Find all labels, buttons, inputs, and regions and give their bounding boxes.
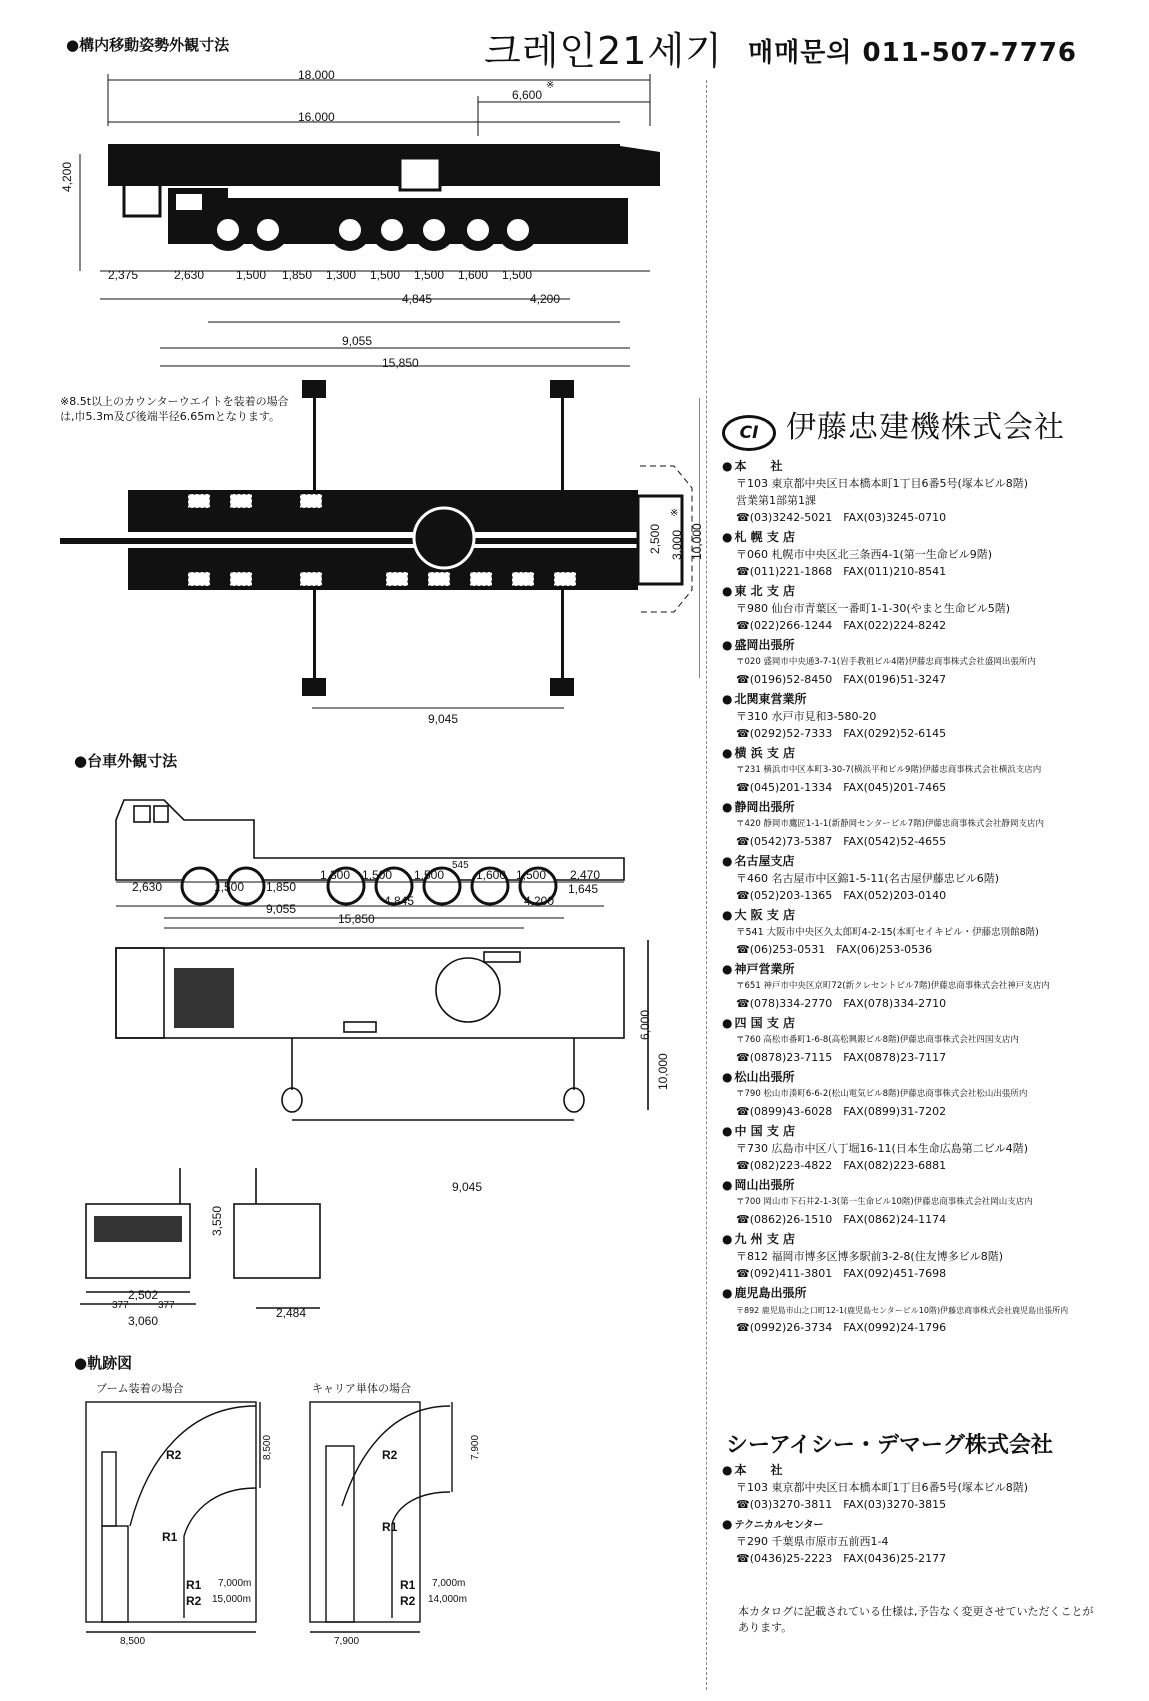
carrier-width-b: 10,000 [656, 1053, 670, 1090]
branch-address: 〒651 神戸市中央区京町72(新クレセントビル7階)伊藤忠商事株式会社神戸支店内 [736, 981, 1050, 991]
company1-name: 伊藤忠建機株式会社 [786, 410, 1065, 445]
branch-name: 本 社 [734, 459, 783, 473]
column-divider [706, 80, 707, 1690]
branch-name: 名古屋支店 [734, 854, 795, 868]
track-car-r2-key: R2 [400, 1594, 416, 1608]
branch-address: 〒730 広島市中区八丁堀16-11(日本生命広島第二ビル4階) [736, 1142, 1029, 1155]
track-car-r2-value: 14,000m [428, 1594, 467, 1605]
branch-matsuyama: ● 松山出張所 〒790 松山市湊町6-6-2(松山電気ビル8階)伊藤忠商事株式会社松山出張所内 ☎(0899)43-6028 FAX(0899)31-7202 [722, 1069, 1142, 1120]
branch-address: 〒760 高松市番町1-6-8(高松興銀ビル8階)伊藤忠商事株式会社四国支店内 [736, 1035, 1019, 1045]
dim-axle-7: 1,500 [414, 268, 445, 282]
ci-logo: CI [722, 415, 776, 451]
branch-name: 北関東営業所 [734, 692, 807, 706]
dim-overall: 18,000 [298, 68, 335, 82]
branch-kyushu: ● 九 州 支 店 〒812 福岡市博多区博多駅前3-2-8(住友博多ビル8階) ☎(092)411-3801 FAX(092)451-7698 [722, 1231, 1142, 1282]
carrier-span: 9,045 [452, 1180, 483, 1194]
branch-address: 〒892 鹿児島市山之口町12-1(鹿児島センタービル10階)伊藤忠商事株式会社鹿児島出張所内 [736, 1306, 1069, 1315]
dim-length: 15,850 [382, 356, 419, 370]
carrier-group-a: 4,845 [384, 894, 415, 908]
branch-shizuoka: ● 静岡出張所 〒420 静岡市鷹匠1-1-1(新静岡センタービル7階)伊藤忠商事株式会社静岡支店内 ☎(0542)73-5387 FAX(0542)52-4655 [722, 799, 1142, 850]
dim-wheelbase: 9,055 [342, 334, 373, 348]
carrier-axle-3: 1,850 [266, 880, 297, 894]
branch-name: 横 浜 支 店 [734, 746, 796, 760]
track-boom-r2-value: 15,000m [212, 1594, 251, 1605]
branch-address: 〒790 松山市湊町6-6-2(松山電気ビル8階)伊藤忠商事株式会社松山出張所内 [736, 1089, 1028, 1099]
branch-morioka: ● 盛岡出張所 〒020 盛岡市中央通3-7-1(岩手教祖ビル4階)伊藤忠商事株式会社盛岡出張所内 ☎(0196)52-8450 FAX(0196)51-3247 [722, 637, 1142, 688]
branch-chugoku: ● 中 国 支 店 〒730 広島市中区八丁堀16-11(日本生命広島第二ビル4階) ☎(082)223-4822 FAX(082)223-6881 [722, 1123, 1142, 1174]
branch-name: 盛岡出張所 [734, 638, 795, 652]
carrier-wheelbase: 9,055 [266, 902, 297, 916]
section-title-transport-dims: ●構内移動姿勢外観寸法 [66, 36, 230, 54]
branch-nagoya: ● 名古屋支店 〒460 名古屋市中区錦1-5-11(名古屋伊藤忠ビル6階) ☎(052)203-1365 FAX(052)203-0140 [722, 853, 1142, 904]
carrier-axle-10: 2,470 [570, 868, 601, 882]
branch-osaka: ● 大 阪 支 店 〒541 大阪市中央区久太郎町4-2-15(本町セイキビル・伊藤忠別館8階) ☎(06)253-0531 FAX(06)253-0536 [722, 907, 1142, 958]
dim-top-w2-mark: ※ [670, 508, 679, 519]
banner-title: 크레인21세기 [484, 29, 723, 73]
carrier-group-b: 4,200 [524, 894, 555, 908]
branch-phone: ☎(092)411-3801 FAX(092)451-7698 [736, 1267, 947, 1280]
branch-address: 〒310 水戸市見和3-580-20 [736, 710, 877, 723]
track-car-r1-key: R1 [400, 1578, 416, 1592]
carrier-axle-7: 545 [452, 860, 469, 871]
branch-phone: ☎(052)203-1365 FAX(052)203-0140 [736, 889, 947, 902]
track-car-height: 7,900 [470, 1434, 481, 1460]
branch-name: 東 北 支 店 [734, 584, 796, 598]
crane-side-view [60, 66, 700, 376]
company2-name: シーアイシー・デマーグ株式会社 [726, 1433, 1053, 1458]
track-car-width: 7,900 [334, 1636, 360, 1647]
carrier-axle-8: 1,600 [476, 868, 507, 882]
track-car-r1-value: 7,000m [432, 1578, 466, 1589]
dim-top-w2: 3,000 [670, 529, 684, 560]
track-boom-caption: ブーム装着の場合 [96, 1382, 184, 1395]
dim-boom: 16,000 [298, 110, 335, 124]
branch-phone: ☎(0196)52-8450 FAX(0196)51-3247 [736, 673, 947, 686]
carrier-drawings [104, 790, 664, 1210]
branch-name: 鹿児島出張所 [734, 1286, 807, 1300]
branch-phone: ☎(03)3270-3811 FAX(03)3270-3815 [736, 1498, 947, 1511]
track-car-r2-label: R2 [382, 1448, 398, 1462]
branch-kitakanto: ● 北関東営業所 〒310 水戸市見和3-580-20 ☎(0292)52-7333 FAX(0292)52-6145 [722, 691, 1142, 742]
dim-axle-3: 1,500 [236, 268, 267, 282]
carrier-axle-11: 1,645 [568, 882, 599, 896]
branch-phone: ☎(022)266-1244 FAX(022)224-8242 [736, 619, 947, 632]
dim-axle-6: 1,500 [370, 268, 401, 282]
dim-axle-5: 1,300 [326, 268, 357, 282]
branch-phone: ☎(03)3242-5021 FAX(03)3245-0710 [736, 511, 947, 524]
branch-phone: ☎(0542)73-5387 FAX(0542)52-4655 [736, 835, 947, 848]
branch-phone: ☎(0878)23-7115 FAX(0878)23-7117 [736, 1051, 947, 1064]
branch-kagoshima: ● 鹿児島出張所 〒892 鹿児島市山之口町12-1(鹿児島センタービル10階)伊藤忠商事株式会社鹿児島出張所内 ☎(0992)26-3734 FAX(0992)24-1796 [722, 1285, 1142, 1336]
company2-branch-list [722, 1462, 1142, 1570]
branch-phone: ☎(0899)43-6028 FAX(0899)31-7202 [736, 1105, 947, 1118]
branch-name: 九 州 支 店 [734, 1232, 796, 1246]
track-diagrams [80, 1396, 540, 1636]
dim-axle-4: 1,850 [282, 268, 313, 282]
branch-tohoku: ● 東 北 支 店 〒980 仙台市青葉区一番町1-1-30(やまと生命ビル5階) ☎(022)266-1244 FAX(022)224-8242 [722, 583, 1142, 634]
branch-address: 〒060 札幌市中央区北三条西4-1(第一生命ビル9階) [736, 548, 993, 561]
branch-name: 岡山出張所 [734, 1178, 795, 1192]
track-boom-r1-label: R1 [162, 1530, 178, 1544]
dim-height: 4,200 [60, 161, 74, 192]
carrier-rear-w: 2,484 [276, 1306, 307, 1320]
branch-phone: ☎(0992)26-3734 FAX(0992)24-1796 [736, 1321, 947, 1334]
branch-phone: ☎(0292)52-7333 FAX(0292)52-6145 [736, 727, 947, 740]
carrier-height: 3,550 [210, 1205, 224, 1236]
branch-okayama: ● 岡山出張所 〒700 岡山市下石井2-1-3(第一生命ビル10階)伊藤忠商事株式会社岡山支店内 ☎(0862)26-1510 FAX(0862)24-1174 [722, 1177, 1142, 1228]
branch-phone: ☎(078)334-2770 FAX(078)334-2710 [736, 997, 947, 1010]
branch-address: 〒231 横浜市中区本町3-30-7(横浜平和ビル9階)伊藤忠商事株式会社横浜支店内 [736, 765, 1042, 775]
branch-phone: ☎(0436)25-2223 FAX(0436)25-2177 [736, 1552, 947, 1565]
branch-address: 〒103 東京都中央区日本橋本町1丁目6番5号(塚本ビル8階) [736, 477, 1029, 490]
carrier-axle-1: 2,630 [132, 880, 163, 894]
company1-header [722, 402, 1065, 451]
branch-phone: ☎(06)253-0531 FAX(06)253-0536 [736, 943, 933, 956]
carrier-front-w2b: 377 [158, 1300, 175, 1311]
carrier-axle-6: 1,500 [414, 868, 445, 882]
branch-name: 札 幌 支 店 [734, 530, 796, 544]
branch-phone: ☎(045)201-1334 FAX(045)201-7465 [736, 781, 947, 794]
dim-top-w1: 2,500 [648, 523, 662, 554]
carrier-axle-9: 1,500 [516, 868, 547, 882]
catalog-footnote: 本カタログに記載されている仕様は,予告なく変更させていただくことがあります。 [738, 1605, 1094, 1634]
branch-address: 〒290 千葉県市原市五前西1-4 [736, 1535, 889, 1548]
crane-top-view [60, 378, 700, 730]
carrier-front-w3: 3,060 [128, 1314, 159, 1328]
counterweight-note: ※8.5t以上のカウンターウエイトを装着の場合は,巾5.3m及び後端半径6.65mとなります。 [60, 395, 289, 423]
carrier-axle-5: 1,500 [362, 868, 393, 882]
branch-address: 〒460 名古屋市中区錦1-5-11(名古屋伊藤忠ビル6階) [736, 872, 1000, 885]
branch-name: 本 社 [734, 1463, 783, 1477]
branch-name: 大 阪 支 店 [734, 908, 796, 922]
track-boom-r1-key: R1 [186, 1578, 202, 1592]
dim-axle-9: 1,500 [502, 268, 533, 282]
track-car-r1-label: R1 [382, 1520, 398, 1534]
company1-branch-list [722, 458, 1142, 1339]
carrier-axle-2: 1,500 [214, 880, 245, 894]
branch-name: 松山出張所 [734, 1070, 795, 1084]
section-title-track: ●軌跡図 [74, 1354, 133, 1372]
track-boom-r2-key: R2 [186, 1594, 202, 1608]
dim-rear: 6,600 [512, 88, 543, 102]
branch-dept: 営業第1部第1課 [736, 494, 816, 507]
dim-top-span: 9,045 [428, 712, 459, 726]
branch-address: 〒700 岡山市下石井2-1-3(第一生命ビル10階)伊藤忠商事株式会社岡山支店内 [736, 1197, 1033, 1207]
track-carrier-caption: キャリア単体の場合 [312, 1382, 411, 1395]
dim-group-b: 4,200 [530, 292, 561, 306]
branch-phone: ☎(0862)26-1510 FAX(0862)24-1174 [736, 1213, 947, 1226]
branch-shikoku: ● 四 国 支 店 〒760 高松市番町1-6-8(高松興銀ビル8階)伊藤忠商事株式会社四国支店内 ☎(0878)23-7115 FAX(0878)23-7117 [722, 1015, 1142, 1066]
track-boom-height: 8,500 [262, 1434, 273, 1460]
carrier-front-w2a: 377 [112, 1300, 129, 1311]
branch-phone: ☎(082)223-4822 FAX(082)223-6881 [736, 1159, 947, 1172]
company2-head-office: ● 本 社 〒103 東京都中央区日本橋本町1丁目6番5号(塚本ビル8階) ☎(03)3270-3811 FAX(03)3270-3815 [722, 1462, 1142, 1513]
branch-sapporo: ● 札 幌 支 店 〒060 札幌市中央区北三条西4-1(第一生命ビル9階) ☎(011)221-1868 FAX(011)210-8541 [722, 529, 1142, 580]
branch-address: 〒420 静岡市鷹匠1-1-1(新静岡センタービル7階)伊藤忠商事株式会社静岡支店内 [736, 819, 1044, 829]
branch-name: 中 国 支 店 [734, 1124, 796, 1138]
track-boom-width: 8,500 [120, 1636, 146, 1647]
branch-yokohama: ● 横 浜 支 店 〒231 横浜市中区本町3-30-7(横浜平和ビル9階)伊藤忠商事株式会社横浜支店内 ☎(045)201-1334 FAX(045)201-7465 [722, 745, 1142, 796]
dim-axle-2: 2,630 [174, 268, 205, 282]
dim-rear-mark: ※ [546, 80, 555, 91]
carrier-axle-4: 1,300 [320, 868, 351, 882]
dim-axle-1: 2,375 [108, 268, 139, 282]
company2-technical-center: ● テクニカルセンター 〒290 千葉県市原市五前西1-4 ☎(0436)25-2223 FAX(0436)25-2177 [722, 1516, 1142, 1567]
branch-address: 〒541 大阪市中央区久太郎町4-2-15(本町セイキビル・伊藤忠別館8階) [736, 927, 1039, 938]
section-title-carrier: ●台車外観寸法 [74, 752, 178, 770]
branch-name: テクニカルセンター [734, 1520, 824, 1531]
branch-kobe: ● 神戸営業所 〒651 神戸市中央区京町72(新クレセントビル7階)伊藤忠商事株式会社神戸支店内 ☎(078)334-2770 FAX(078)334-2710 [722, 961, 1142, 1012]
carrier-front-w1: 2,502 [128, 1288, 159, 1302]
branch-phone: ☎(011)221-1868 FAX(011)210-8541 [736, 565, 947, 578]
branch-address: 〒980 仙台市青葉区一番町1-1-30(やまと生命ビル5階) [736, 602, 1011, 615]
carrier-length: 15,850 [338, 912, 375, 926]
branch-address: 〒103 東京都中央区日本橋本町1丁目6番5号(塚本ビル8階) [736, 1481, 1029, 1494]
branch-name: 神戸営業所 [734, 962, 795, 976]
track-boom-r2-label: R2 [166, 1448, 182, 1462]
branch-head-office: ● 本 社 〒103 東京都中央区日本橋本町1丁目6番5号(塚本ビル8階) 営業第1部第1課 ☎(03)3242-5021 FAX(03)3245-0710 [722, 458, 1142, 526]
banner-contact: 매매문의 011-507-7776 [748, 38, 1078, 68]
branch-address: 〒812 福岡市博多区博多駅前3-2-8(住友博多ビル8階) [736, 1250, 1004, 1263]
branch-address: 〒020 盛岡市中央通3-7-1(岩手教祖ビル4階)伊藤忠商事株式会社盛岡出張所内 [736, 657, 1036, 667]
branch-name: 静岡出張所 [734, 800, 795, 814]
dim-axle-8: 1,600 [458, 268, 489, 282]
dim-group-a: 4,845 [402, 292, 433, 306]
carrier-front-rear-views [76, 1158, 326, 1318]
dim-top-w3: 10,000 [690, 523, 704, 560]
branch-name: 四 国 支 店 [734, 1016, 796, 1030]
track-boom-r1-value: 7,000m [218, 1578, 252, 1589]
carrier-width-a: 6,000 [638, 1009, 652, 1040]
